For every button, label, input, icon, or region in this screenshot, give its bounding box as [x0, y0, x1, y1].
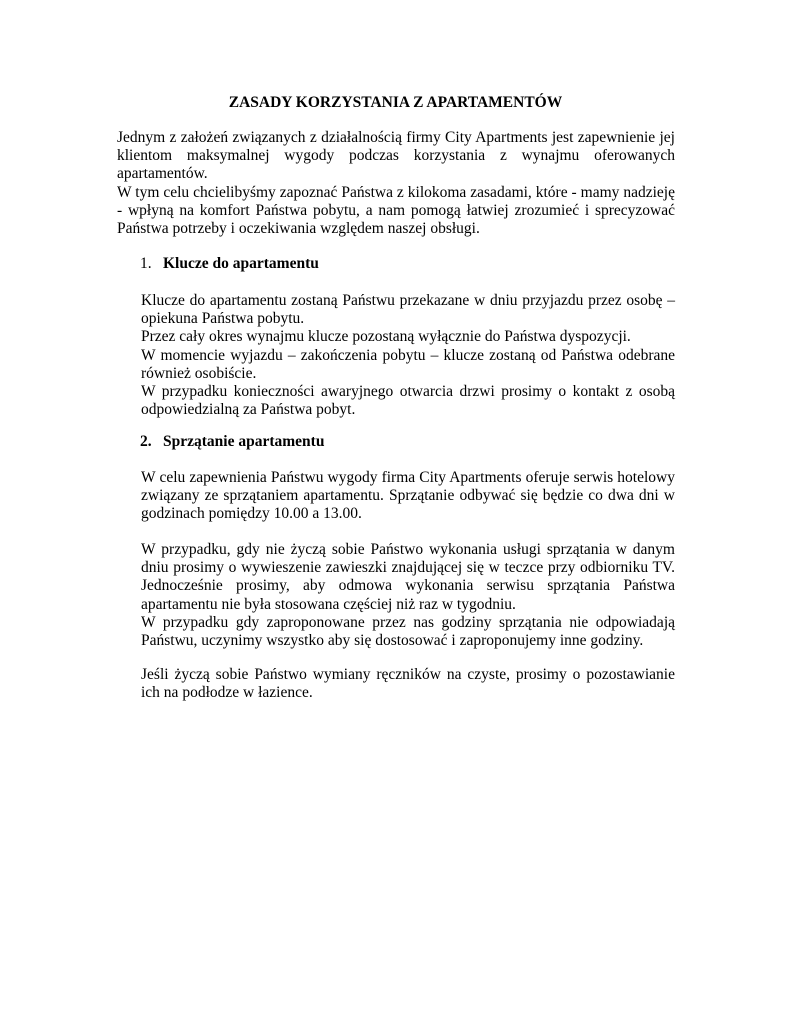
page-title: ZASADY KORZYSTANIA Z APARTAMENTÓW: [228, 94, 563, 111]
body-paragraph: W przypadku, gdy nie życzą sobie Państwo wykonania usługi sprzątania w danym dniu prosimy o wywieszenie zawieszki znajdującej się w teczce przy odbiorniku TV. Jednocześnie prosimy, aby odmowa wykonania serwisu sprzątania Państwa apartamentu nie była stosowana częściej niż raz w tygodniu.: [141, 541, 675, 613]
body-paragraph: W momencie wyjazdu – zakończenia pobytu – klucze zostaną od Państwa odebrane również osobiście.: [141, 346, 675, 382]
section-heading-text: Sprzątanie apartamentu: [163, 433, 325, 450]
section-number: 2.: [140, 433, 152, 450]
intro-paragraph: W tym celu chcielibyśmy zapoznać Państwa z kilokoma zasadami, które - mamy nadzieję - wpłyną na komfort Państwa pobytu, a nam pomogą łatwiej zrozumieć i sprecyzować Państwa potrzeby i oczekiwania względem naszej obsługi.: [117, 183, 675, 238]
section-heading-text: Klucze do apartamentu: [163, 255, 319, 272]
body-paragraph: W celu zapewnienia Państwu wygody firma City Apartments oferuje serwis hotelowy związany ze sprzątaniem apartamentu. Sprzątanie odbywać się będzie co dwa dni w godzinach pomiędzy 10.00 a 13.00.: [141, 469, 675, 523]
section-body-keys: [141, 292, 675, 419]
body-paragraph: Przez cały okres wynajmu klucze pozostaną wyłącznie do Państwa dyspozycji.: [141, 328, 631, 346]
body-paragraph: W przypadku konieczności awaryjnego otwarcia drzwi prosimy o kontakt z osobą odpowiedzialną za Państwa pobyt.: [141, 383, 675, 419]
section-heading-keys: [140, 255, 319, 273]
section-heading-cleaning: [140, 433, 324, 451]
body-paragraph: W przypadku gdy zaproponowane przez nas godziny sprzątania nie odpowiadają Państwu, uczynimy wszystko aby się dostosować i zaproponujemy inne godziny.: [141, 613, 675, 650]
body-paragraph: Jeśli życzą sobie Państwo wymiany ręczników na czyste, prosimy o pozostawianie ich na podłodze w łazience.: [141, 666, 675, 702]
intro-paragraph: Jednym z założeń związanych z działalnością firmy City Apartments jest zapewnienie jej klientom maksymalnej wygody podczas korzystania z wynajmu oferowanych apartamentów.: [117, 129, 675, 183]
intro-text: [117, 129, 675, 238]
body-paragraph: Klucze do apartamentu zostaną Państwu przekazane w dniu przyjazdu przez osobę – opiekuna Państwa pobytu.: [141, 292, 675, 328]
section-number: 1.: [140, 255, 152, 272]
section-body-cleaning-service: [141, 469, 675, 524]
section-body-towels: [141, 666, 675, 702]
section-body-cleaning-opt-out: [141, 541, 675, 650]
